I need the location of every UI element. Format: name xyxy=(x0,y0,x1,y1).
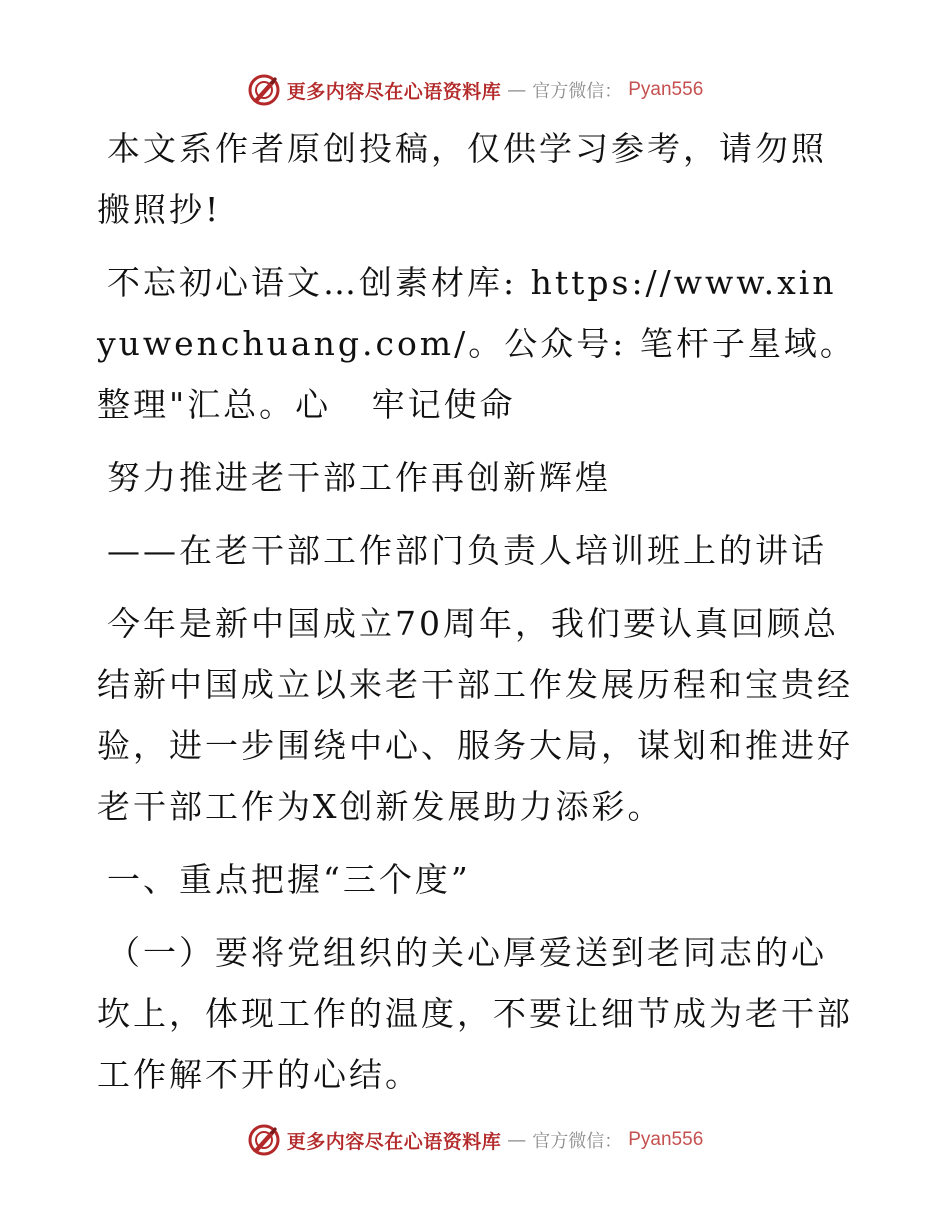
header-watermark xyxy=(0,70,950,110)
paragraph-intro: 今年是新中国成立70周年，我们要认真回顾总结新中国成立以来老干部工作发展历程和宝贵经验，进一步围绕中心、服务大局，谋划和推进好老干部工作为X创新发展助力添彩。 xyxy=(97,604,853,826)
watermark-wechat-id: Pyan556 xyxy=(628,79,704,100)
paragraph-source: 不忘初心语文…创素材库: https://www.xinyuwenchuang.com/。公众号: 笔杆子星域。整理"汇总。心 牢记使命 xyxy=(97,263,856,424)
watermark-separator: — xyxy=(507,79,527,101)
document-title: 努力推进老干部工作再创新辉煌 xyxy=(107,458,611,497)
paragraph-notice: 本文系作者原创投稿，仅供学习参考，请勿照搬照抄! xyxy=(97,129,827,229)
watermark-wechat-id: Pyan556 xyxy=(628,1129,704,1150)
document-body xyxy=(97,118,857,1117)
watermark-text: 更多内容尽在心语资料库 xyxy=(286,1130,502,1153)
watermark-wechat-label: 官方微信： xyxy=(532,1131,623,1152)
footer-watermark xyxy=(0,1120,950,1160)
watermark-separator: — xyxy=(507,1129,527,1151)
watermark-text: 更多内容尽在心语资料库 xyxy=(286,80,502,103)
pen-logo-icon xyxy=(247,73,281,107)
paragraph-subsection-1: （一）要将党组织的关心厚爱送到老同志的心坎上，体现工作的温度，不要让细节成为老干部工作解不开的心结。 xyxy=(97,933,853,1094)
pen-logo-icon xyxy=(247,1123,281,1157)
watermark-wechat-label: 官方微信： xyxy=(532,81,623,102)
document-subtitle: ——在老干部工作部门负责人培训班上的讲话 xyxy=(107,531,827,570)
section-heading-1: 一、重点把握“三个度” xyxy=(107,860,471,899)
